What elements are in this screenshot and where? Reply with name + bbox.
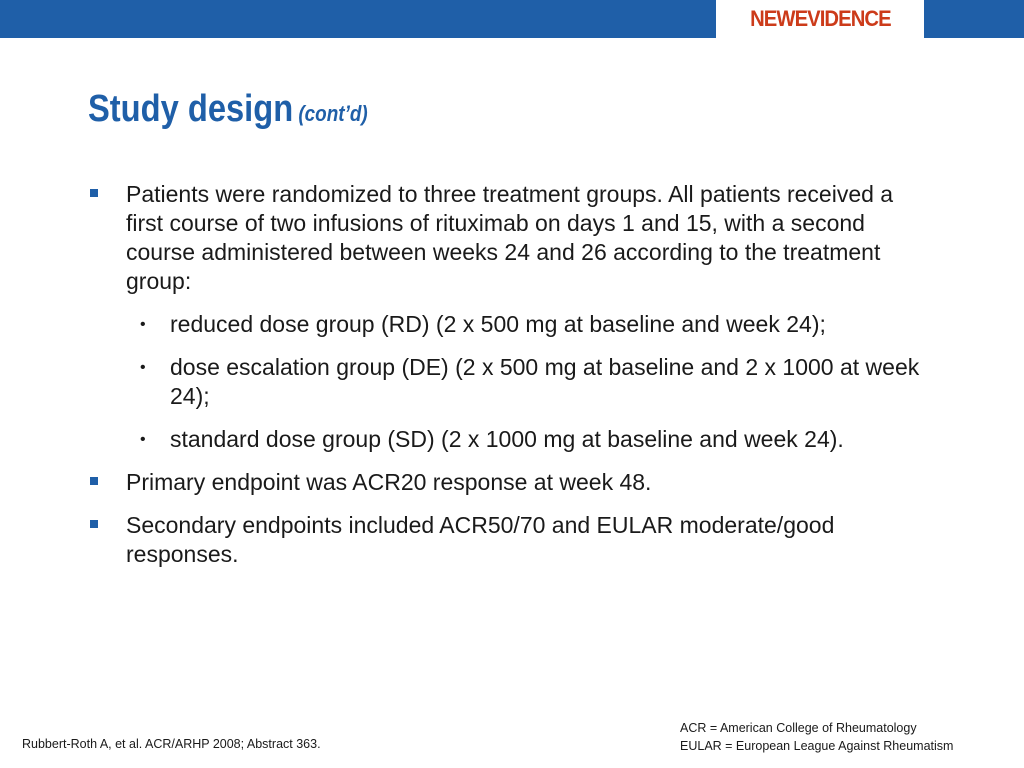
bullet-item bbox=[88, 468, 928, 497]
logo-text: NEWEVIDENCE bbox=[749, 6, 891, 31]
title-main: Study design bbox=[88, 88, 294, 130]
sub-bullet-text: reduced dose group (RD) (2 x 500 mg at baseline and week 24); bbox=[170, 311, 826, 337]
dot-bullet-icon: • bbox=[140, 431, 146, 448]
abbreviation-acr: ACR = American College of Rheumatology bbox=[680, 721, 917, 735]
square-bullet-icon bbox=[90, 477, 98, 485]
bullet-text: Primary endpoint was ACR20 response at week 48. bbox=[126, 469, 652, 495]
abbreviations bbox=[680, 719, 953, 755]
abbreviation-eular: EULAR = European League Against Rheumatism bbox=[680, 739, 954, 753]
sub-bullet-item bbox=[88, 353, 928, 411]
bullet-text: Secondary endpoints included ACR50/70 and EULAR moderate/good responses. bbox=[126, 512, 835, 567]
citation: Rubbert-Roth A, et al. ACR/ARHP 2008; Abstract 363. bbox=[22, 737, 321, 751]
dot-bullet-icon: • bbox=[140, 359, 146, 376]
bullet-text: Patients were randomized to three treatment groups. All patients received a first course of two infusions of rituximab on days 1 and 15, with a second course administered between weeks 24 and 26 according to the treatment group: bbox=[126, 181, 894, 294]
sub-bullet-text: dose escalation group (DE) (2 x 500 mg at baseline and 2 x 1000 at week 24); bbox=[170, 354, 920, 409]
sub-bullet-item bbox=[88, 310, 928, 339]
title-subtitle: (cont’d) bbox=[298, 101, 368, 126]
sub-bullet-item bbox=[88, 425, 928, 454]
bullet-item bbox=[88, 511, 928, 569]
bullet-item bbox=[88, 180, 928, 296]
logo bbox=[716, 0, 924, 38]
dot-bullet-icon: • bbox=[140, 316, 146, 333]
slide-title bbox=[88, 88, 368, 131]
sub-bullet-text: standard dose group (SD) (2 x 1000 mg at baseline and week 24). bbox=[170, 426, 844, 452]
square-bullet-icon bbox=[90, 520, 98, 528]
slide-body bbox=[88, 180, 928, 583]
square-bullet-icon bbox=[90, 189, 98, 197]
